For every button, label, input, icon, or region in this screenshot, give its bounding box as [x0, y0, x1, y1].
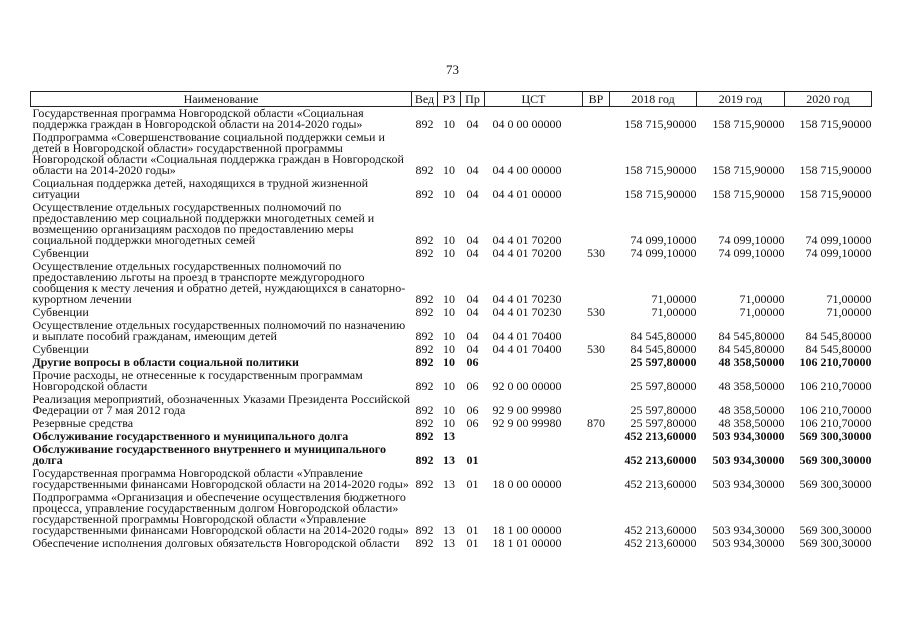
- cell-y2018: 74 099,10000: [630, 246, 697, 260]
- cell-ved: 892: [415, 329, 434, 343]
- cell-name: Государственная программа Новгородской области «Социальная поддержка граждан в Новгородской области на 2014-2020 годы»: [32, 106, 364, 131]
- header-name: Наименование: [31, 92, 412, 107]
- cell-rz: 10: [443, 329, 455, 343]
- cell-cst: 18 1 00 00000: [492, 523, 562, 537]
- table-row: [31, 443, 872, 467]
- cell-pr: 06: [466, 379, 479, 393]
- cell-y2019: 48 358,50000: [718, 416, 785, 430]
- cell-cst: [485, 430, 583, 443]
- cell-y2020: 569 300,30000: [799, 429, 872, 443]
- cell-y2018: 71,00000: [651, 305, 697, 319]
- cell-pr: 04: [466, 163, 479, 177]
- cell-rz: 10: [443, 117, 455, 131]
- cell-ved: 892: [415, 246, 434, 260]
- cell-y2018: 25 597,80000: [630, 403, 697, 417]
- cell-y2018: 25 597,80000: [630, 416, 697, 430]
- table-row: [31, 201, 872, 247]
- table-row: [31, 491, 872, 537]
- cell-name: Обслуживание государственного и муниципального долга: [32, 429, 349, 443]
- cell-y2019: 48 358,50000: [718, 355, 785, 369]
- cell-ved: 892: [415, 342, 434, 356]
- cell-y2020: 71,00000: [826, 305, 872, 319]
- cell-ved: 892: [415, 536, 434, 550]
- cell-rz: 10: [443, 403, 455, 417]
- page-number: 73: [446, 62, 459, 77]
- header-pr: Пр: [461, 92, 485, 107]
- cell-vr: 530: [587, 246, 605, 260]
- cell-vr: [583, 491, 610, 537]
- cell-name: Другие вопросы в области социальной политики: [32, 355, 299, 369]
- cell-y2019: 158 715,90000: [712, 187, 785, 201]
- cell-vr: [583, 393, 610, 417]
- cell-pr: [461, 430, 485, 443]
- cell-rz: 13: [443, 453, 455, 467]
- cell-vr: [583, 260, 610, 306]
- cell-y2020: 106 210,70000: [799, 403, 872, 417]
- cell-cst: 92 9 00 99980: [492, 416, 562, 430]
- cell-cst: 18 0 00 00000: [492, 477, 562, 491]
- cell-name: Государственная программа Новгородской области «Управление государственными финансами Новгородской области на 2014-2020 годы»: [32, 466, 409, 491]
- cell-vr: [583, 356, 610, 369]
- cell-vr: [583, 537, 610, 550]
- cell-y2018: 452 213,60000: [624, 477, 697, 491]
- cell-pr: 04: [466, 117, 479, 131]
- cell-pr: 01: [466, 523, 479, 537]
- cell-ved: 892: [415, 403, 434, 417]
- cell-cst: 92 0 00 00000: [492, 379, 562, 393]
- cell-y2019: 503 934,30000: [712, 453, 785, 467]
- cell-ved: 892: [415, 117, 434, 131]
- table-row: [31, 177, 872, 201]
- cell-pr: 04: [466, 187, 479, 201]
- header-ved: Вед: [412, 92, 438, 107]
- cell-pr: 06: [466, 416, 479, 430]
- cell-vr: [583, 131, 610, 177]
- cell-rz: 10: [443, 292, 455, 306]
- cell-y2019: 48 358,50000: [718, 403, 785, 417]
- cell-y2019: 503 934,30000: [712, 523, 785, 537]
- cell-pr: 04: [466, 342, 479, 356]
- header-rz: РЗ: [438, 92, 461, 107]
- cell-vr: [583, 430, 610, 443]
- cell-vr: [583, 107, 610, 132]
- cell-y2018: 452 213,60000: [624, 523, 697, 537]
- cell-name: Осуществление отдельных государственных полномочий по предоставлению льготы на проезд в транспорте междугородного сообщения к месту лечения и обратно детей, нуждающихся в санаторно-курортном лечении: [32, 259, 406, 306]
- cell-y2019: 71,00000: [739, 305, 785, 319]
- cell-y2019: 503 934,30000: [712, 429, 785, 443]
- cell-cst: 18 1 01 00000: [492, 536, 562, 550]
- cell-vr: [583, 201, 610, 247]
- budget-table: [30, 91, 872, 550]
- cell-cst: 04 4 01 70400: [492, 342, 562, 356]
- cell-y2020: 74 099,10000: [805, 233, 872, 247]
- table-row: [31, 107, 872, 132]
- cell-y2020: 84 545,80000: [805, 342, 872, 356]
- cell-ved: 892: [415, 429, 434, 443]
- cell-ved: 892: [415, 233, 434, 247]
- cell-name: Субвенции: [32, 342, 89, 356]
- cell-rz: 13: [443, 523, 455, 537]
- cell-y2020: 158 715,90000: [799, 117, 872, 131]
- cell-cst: 04 4 01 00000: [492, 187, 562, 201]
- cell-y2018: 452 213,60000: [624, 453, 697, 467]
- cell-y2019: 84 545,80000: [718, 342, 785, 356]
- cell-cst: 04 4 01 70200: [492, 246, 562, 260]
- cell-cst: 04 4 01 70400: [492, 329, 562, 343]
- cell-y2020: 569 300,30000: [799, 536, 872, 550]
- cell-name: Подпрограмма «Совершенствование социальной поддержки семьи и детей в Новгородской области» государственной программы Новгородской области «Социальная поддержка граждан в Новгородской области на 2014-2020 годы»: [32, 130, 404, 177]
- cell-rz: 10: [443, 163, 455, 177]
- cell-cst: [485, 443, 583, 467]
- cell-rz: 10: [443, 305, 455, 319]
- cell-y2019: 84 545,80000: [718, 329, 785, 343]
- cell-name: Субвенции: [32, 305, 89, 319]
- cell-y2018: 25 597,80000: [630, 379, 697, 393]
- cell-rz: 13: [443, 536, 455, 550]
- cell-vr: [583, 369, 610, 393]
- cell-vr: [583, 319, 610, 343]
- cell-y2019: 74 099,10000: [718, 233, 785, 247]
- cell-y2018: 158 715,90000: [624, 117, 697, 131]
- header-vr: ВР: [583, 92, 610, 107]
- cell-name: Обслуживание государственного внутреннего и муниципального долга: [32, 442, 386, 467]
- cell-ved: 892: [415, 523, 434, 537]
- cell-vr: [583, 467, 610, 491]
- cell-rz: 10: [443, 379, 455, 393]
- cell-rz: 13: [443, 429, 455, 443]
- table-row: [31, 369, 872, 393]
- cell-rz: 10: [443, 342, 455, 356]
- cell-name: Прочие расходы, не отнесенные к государственным программам Новгородской области: [32, 368, 363, 393]
- cell-rz: 10: [443, 246, 455, 260]
- cell-cst: 04 4 01 70230: [492, 292, 562, 306]
- cell-cst: 04 4 00 00000: [492, 163, 562, 177]
- header-2020: 2020 год: [785, 92, 872, 107]
- cell-vr: 870: [587, 416, 605, 430]
- cell-y2020: 84 545,80000: [805, 329, 872, 343]
- table-row: [31, 537, 872, 550]
- cell-y2020: 74 099,10000: [805, 246, 872, 260]
- cell-pr: 06: [466, 403, 479, 417]
- cell-y2018: 158 715,90000: [624, 187, 697, 201]
- cell-cst: [485, 356, 583, 369]
- cell-y2019: 503 934,30000: [712, 477, 785, 491]
- cell-name: Осуществление отдельных государственных полномочий по предоставлению мер социальной поддержки многодетных семей и возмещению организациям расходов по предоставлению меры социальной поддержки многодетных семей: [32, 200, 375, 247]
- cell-pr: 04: [466, 305, 479, 319]
- cell-rz: 10: [443, 233, 455, 247]
- cell-y2020: 106 210,70000: [799, 379, 872, 393]
- cell-y2020: 106 210,70000: [799, 416, 872, 430]
- cell-y2020: 569 300,30000: [799, 523, 872, 537]
- cell-y2020: 106 210,70000: [799, 355, 872, 369]
- cell-ved: 892: [415, 379, 434, 393]
- cell-y2020: 71,00000: [826, 292, 872, 306]
- cell-name: Реализация мероприятий, обозначенных Указами Президента Российской Федерации от 7 мая 2012 года: [32, 392, 411, 417]
- table-row: [31, 131, 872, 177]
- cell-pr: 01: [466, 536, 479, 550]
- cell-ved: 892: [415, 187, 434, 201]
- cell-vr: [583, 443, 610, 467]
- cell-ved: 892: [415, 453, 434, 467]
- cell-rz: 13: [443, 477, 455, 491]
- cell-rz: 10: [443, 187, 455, 201]
- cell-y2019: 48 358,50000: [718, 379, 785, 393]
- cell-y2018: 452 213,60000: [624, 536, 697, 550]
- cell-pr: 04: [466, 233, 479, 247]
- cell-y2019: 158 715,90000: [712, 163, 785, 177]
- cell-name: Субвенции: [32, 246, 89, 260]
- cell-cst: 04 4 01 70230: [492, 305, 562, 319]
- cell-pr: 04: [466, 292, 479, 306]
- header-2019: 2019 год: [697, 92, 785, 107]
- cell-cst: 92 9 00 99980: [492, 403, 562, 417]
- cell-y2018: 84 545,80000: [630, 329, 697, 343]
- cell-vr: 530: [587, 305, 605, 319]
- cell-y2019: 74 099,10000: [718, 246, 785, 260]
- header-2018: 2018 год: [610, 92, 697, 107]
- cell-pr: 01: [466, 477, 479, 491]
- cell-cst: 04 0 00 00000: [492, 117, 562, 131]
- table-row: [31, 260, 872, 306]
- cell-y2018: 452 213,60000: [624, 429, 697, 443]
- cell-pr: 06: [466, 355, 479, 369]
- table-body: [31, 107, 872, 551]
- cell-ved: 892: [415, 416, 434, 430]
- cell-y2019: 158 715,90000: [712, 117, 785, 131]
- cell-rz: 10: [443, 355, 455, 369]
- cell-pr: 04: [466, 329, 479, 343]
- table-row: [31, 393, 872, 417]
- cell-y2020: 158 715,90000: [799, 163, 872, 177]
- cell-vr: 530: [587, 342, 605, 356]
- table-row: [31, 319, 872, 343]
- cell-ved: 892: [415, 355, 434, 369]
- cell-y2018: 84 545,80000: [630, 342, 697, 356]
- cell-name: Осуществление отдельных государственных полномочий по назначению и выплате пособий гражданам, имеющим детей: [32, 318, 406, 343]
- cell-cst: 04 4 01 70200: [492, 233, 562, 247]
- cell-name: Резервные средства: [32, 416, 134, 430]
- cell-y2019: 71,00000: [739, 292, 785, 306]
- cell-ved: 892: [415, 292, 434, 306]
- table-header-row: [31, 92, 872, 107]
- cell-pr: 01: [466, 453, 479, 467]
- cell-ved: 892: [415, 163, 434, 177]
- cell-name: Обеспечение исполнения долговых обязательств Новгородской области: [32, 536, 400, 550]
- cell-name: Социальная поддержка детей, находящихся в трудной жизненной ситуации: [32, 176, 369, 201]
- cell-y2019: 503 934,30000: [712, 536, 785, 550]
- cell-pr: 04: [466, 246, 479, 260]
- cell-ved: 892: [415, 305, 434, 319]
- cell-y2020: 569 300,30000: [799, 453, 872, 467]
- cell-y2018: 25 597,80000: [630, 355, 697, 369]
- cell-y2018: 71,00000: [651, 292, 697, 306]
- table-row: [31, 467, 872, 491]
- cell-y2018: 158 715,90000: [624, 163, 697, 177]
- cell-ved: 892: [415, 477, 434, 491]
- cell-y2020: 569 300,30000: [799, 477, 872, 491]
- cell-rz: 10: [443, 416, 455, 430]
- cell-y2018: 74 099,10000: [630, 233, 697, 247]
- cell-y2020: 158 715,90000: [799, 187, 872, 201]
- cell-name: Подпрограмма «Организация и обеспечение осуществления бюджетного процесса, управление государственным долгом Новгородской области» государственной программы Новгородской области «Управление государственными финансами Новгородской области на 2014-2020 годы»: [32, 490, 409, 537]
- header-cst: ЦСТ: [485, 92, 583, 107]
- cell-vr: [583, 177, 610, 201]
